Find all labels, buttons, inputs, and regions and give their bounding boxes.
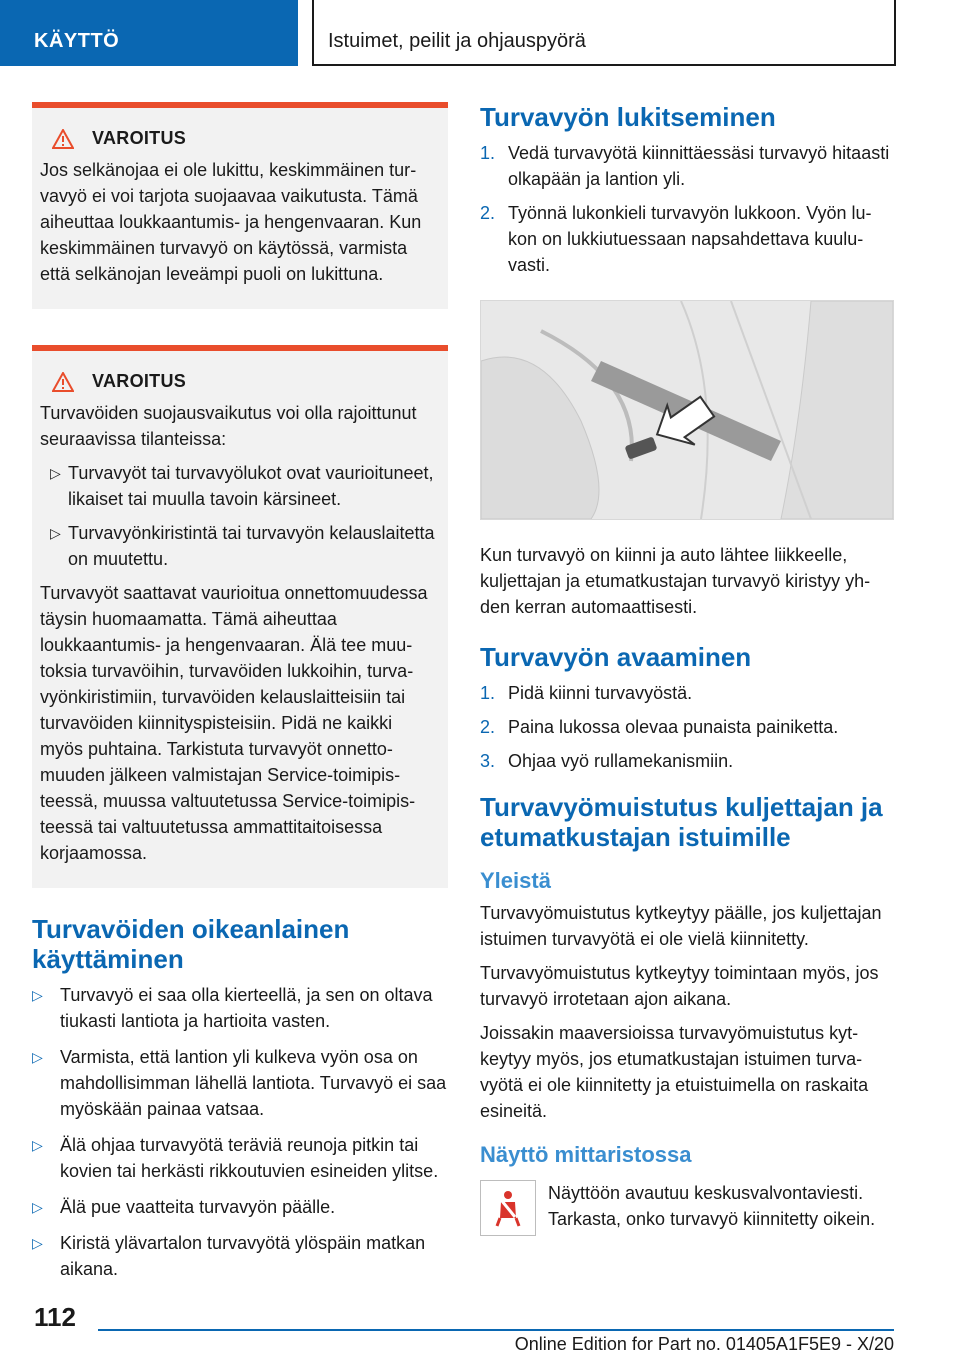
section-heading: Turvavöiden oikeanlainen käyttäminen: [32, 914, 350, 974]
correct-use-list: [32, 982, 448, 1282]
warning-list: [40, 460, 440, 572]
edition-text: Online Edition for Part no. 01405A1F5E9 - X/20: [514, 1334, 894, 1354]
list-item: ▷ Älä ohjaa turvavyötä teräviä reunoja pitkin tai kovien tai herkästi rikkoutuvien esineiden ylitse.: [32, 1132, 448, 1184]
warning-box: [32, 345, 448, 888]
section-heading: Turvavyömuistutus kuljettajan ja etumatkustajan istuimille: [480, 792, 883, 852]
bullet-triangle-icon: ▷: [50, 525, 61, 541]
display-text: Näyttöön avautuu keskusvalvontaviesti. Tarkasta, onko turvavyö kiinnitetty oikein.: [548, 1183, 876, 1229]
page-number: 112: [34, 1302, 76, 1332]
opening-steps: [480, 680, 894, 774]
list-item: ▷ Älä pue vaatteita turvavyön päälle.: [32, 1194, 448, 1220]
seatbelt-photo: [480, 300, 894, 520]
list-item: 3. Ohjaa vyö rullamekanismiin.: [480, 751, 734, 771]
locking-after-text: Kun turvavyö on kiinni ja auto lähtee liikkeelle, kuljettajan ja etumatkustajan turvavyö kiristyy yhden kerran automaattisesti.: [480, 545, 871, 617]
list-item: 1. Vedä turvavyötä kiinnittäessäsi turvavyö hitaasti olkapään ja lantion yli.: [480, 143, 890, 189]
left-column: [32, 102, 448, 1292]
list-item: ▷ Turvavyö ei saa olla kierteellä, ja sen on oltava tiukasti lantiota ja hartioita vasten.: [32, 982, 448, 1034]
warning-box: [32, 102, 448, 309]
subsection-heading: Yleistä: [480, 868, 551, 893]
section-tab: KÄYTTÖ: [0, 0, 298, 66]
warning-text: Jos selkänojaa ei ole lukittu, keskimmäinen turvavyö ei voi tarjota suojaavaa vaikutusta. Tämä aiheuttaa loukkaantumis- ja hengenvaaran. Kun keskimmäinen turvavyö on käytössä, varmista että selkänojan leveämpi puoli on lukittuna.: [40, 160, 422, 284]
display-row: [480, 1180, 894, 1236]
page-header: [0, 0, 960, 66]
footer-divider: [98, 1329, 894, 1331]
chapter-title: Istuimet, peilit ja ohjauspyörä: [312, 0, 896, 66]
list-item: 2. Työnnä lukonkieli turvavyön lukkoon. Vyön lukon on lukkiutuessaan napsahdettava kuuluvasti.: [480, 203, 872, 275]
reminder-paragraph: Turvavyömuistutus kytkeytyy päälle, jos kuljettajan istuimen turvavyötä ei ole vielä kiinnitetty.: [480, 903, 882, 949]
seatbelt-illustration: [481, 301, 893, 519]
warning-triangle-icon: [52, 129, 74, 149]
bullet-triangle-icon: ▷: [32, 987, 43, 1003]
bullet-triangle-icon: ▷: [32, 1235, 43, 1251]
seatbelt-warning-icon: [480, 1180, 536, 1236]
list-item: ▷ Turvavyöt tai turvavyölukot ovat vaurioituneet, likaiset tai muulla tavoin kärsineet.: [40, 460, 440, 512]
section-heading: Turvavyön avaaminen: [480, 642, 752, 672]
list-item: ▷ Turvavyönkiristintä tai turvavyön kelauslaitetta on muutettu.: [40, 520, 440, 572]
warning-heading: [52, 371, 440, 392]
locking-steps: [480, 140, 894, 278]
list-item: 2. Paina lukossa olevaa punaista painiketta.: [480, 717, 839, 737]
list-item: 1. Pidä kiinni turvavyöstä.: [480, 683, 693, 703]
reminder-paragraph: Turvavyömuistutus kytkeytyy toimintaan myös, jos turvavyö irrotetaan ajon aikana.: [480, 963, 879, 1009]
reminder-paragraph: Joissakin maaversioissa turvavyömuistutus kytkeytyy myös, jos etumatkustajan istuimen turvavyötä ei ole kiinnitetty ja etuistuimella on raskaita esineitä.: [480, 1023, 869, 1121]
warning-heading: [52, 128, 440, 149]
warning-label: VAROITUS: [92, 371, 187, 391]
warning-intro: Turvavöiden suojausvaikutus voi olla rajoittunut seuraavissa tilanteissa:: [40, 403, 417, 449]
bullet-triangle-icon: ▷: [32, 1137, 43, 1153]
subsection-heading: Näyttö mittaristossa: [480, 1142, 692, 1167]
warning-label: VAROITUS: [92, 128, 187, 148]
bullet-triangle-icon: ▷: [32, 1199, 43, 1215]
bullet-triangle-icon: ▷: [32, 1049, 43, 1065]
warning-text: Turvavyöt saattavat vaurioitua onnettomuudessa täysin huomaamatta. Tämä aiheuttaa loukkaantumis- ja hengenvaaran. Älä tee muutoksia turvavöihin, turvavöiden lukkoihin, turvavyönkiristimiin, turvavöiden kelauslaitteisiin tai turvavöiden kiinnityspisteisiin. Pidä ne kaikki myös puhtaina. Tarkistuta turvavyöt onnettomuuden jälkeen valmistajan Service-toimipisteessä, muussa valtuutetussa Service-toimipisteessä tai valtuutetussa ammattitaitoisessa korjaamossa.: [40, 583, 428, 863]
warning-triangle-icon: [52, 372, 74, 392]
bullet-triangle-icon: ▷: [50, 465, 61, 481]
right-column: [480, 102, 894, 1236]
section-heading: Turvavyön lukitseminen: [480, 102, 776, 132]
list-item: ▷ Kiristä ylävartalon turvavyötä ylöspäin matkan aikana.: [32, 1230, 448, 1282]
list-item: ▷ Varmista, että lantion yli kulkeva vyön osa on mahdollisimman lähellä lantiota. Turvavyö ei saa myöskään painaa vatsaa.: [32, 1044, 448, 1122]
